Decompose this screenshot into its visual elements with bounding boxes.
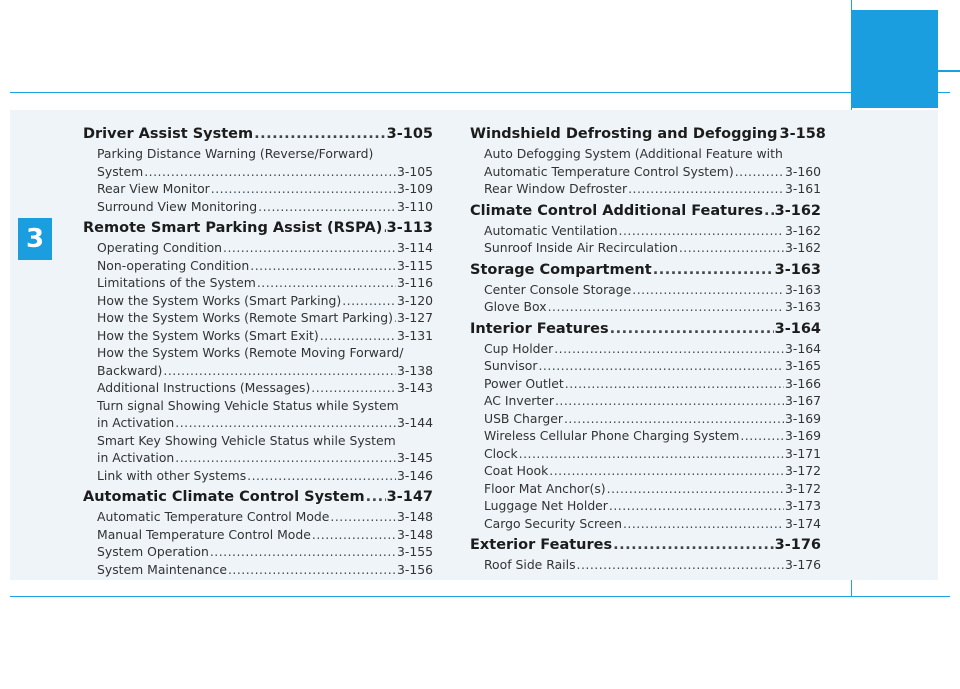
toc-page-number: 3-176 — [774, 537, 821, 553]
toc-entry[interactable] — [83, 379, 433, 397]
toc-entry[interactable] — [83, 163, 433, 181]
toc-page-number: 3-109 — [396, 181, 433, 196]
toc-page-number: 3-113 — [386, 220, 433, 236]
toc-entry-title: Climate Control Additional Features — [470, 202, 764, 219]
toc-entry-title: Automatic Temperature Control Mode — [97, 509, 330, 524]
dot-leader — [613, 534, 774, 556]
toc-entry-title: AC Inverter — [484, 393, 554, 408]
toc-entry[interactable] — [83, 467, 433, 485]
toc-entry-text: Auto Defogging System (Additional Feature with — [484, 146, 783, 161]
dot-leader — [228, 561, 396, 579]
toc-entry-title: Link with other Systems — [97, 467, 247, 483]
toc-entry-title: Automatic Temperature Control System) — [484, 163, 734, 179]
toc-entry-title: Windshield Defrosting and Defogging — [470, 126, 778, 142]
toc-page-number: 3-115 — [396, 257, 433, 273]
toc-heading[interactable] — [470, 259, 821, 281]
toc-page-number: 3-138 — [396, 362, 433, 378]
toc-entry-title: Cup Holder — [484, 340, 554, 356]
toc-entry-text: How the System Works (Remote Moving Forward/ — [97, 345, 404, 360]
toc-entry[interactable] — [470, 392, 821, 410]
toc-entry-title: System Maintenance — [97, 561, 227, 577]
toc-right-column — [470, 121, 826, 574]
toc-entry[interactable] — [470, 163, 821, 181]
toc-entry-title: Wireless Cellular Phone Charging System — [484, 428, 740, 443]
toc-page-number: 3-116 — [396, 275, 433, 290]
dot-leader — [610, 318, 774, 340]
dot-leader — [632, 281, 784, 299]
footer-rule — [10, 596, 950, 597]
toc-entry[interactable] — [470, 239, 821, 257]
toc-entry[interactable] — [470, 222, 821, 240]
toc-left-column — [83, 121, 433, 578]
toc-entry-text: Smart Key Showing Vehicle Status while System — [97, 432, 396, 448]
toc-entry-title: Roof Side Rails — [484, 557, 576, 572]
toc-entry-title: Coat Hook — [484, 463, 549, 478]
dot-leader — [607, 480, 784, 498]
toc-entry-title: Operating Condition — [97, 240, 223, 255]
toc-page-number: 3-176 — [784, 557, 821, 572]
toc-entry-title: Clock — [484, 445, 518, 461]
toc-entry[interactable] — [470, 556, 821, 574]
toc-entry-title: System — [97, 163, 144, 179]
toc-page-number: 3-145 — [396, 450, 433, 465]
toc-page-number: 3-164 — [774, 320, 821, 337]
dot-leader — [366, 486, 386, 508]
toc-page-number: 3-167 — [784, 393, 821, 408]
toc-entry[interactable] — [470, 180, 821, 198]
toc-page-number: 3-160 — [784, 163, 821, 179]
toc-page-number: 3-162 — [784, 240, 821, 255]
toc-entry-title: Luggage Net Holder — [484, 498, 608, 513]
dot-leader — [311, 379, 396, 397]
toc-entry[interactable] — [83, 180, 433, 198]
toc-entry-title: Storage Compartment — [470, 261, 652, 278]
toc-entry-title: How the System Works (Smart Exit) — [97, 327, 319, 343]
dot-leader — [342, 292, 396, 310]
toc-heading[interactable] — [470, 534, 821, 556]
toc-entry-text: Turn signal Showing Vehicle Status while System — [97, 397, 399, 413]
toc-heading[interactable] — [83, 217, 433, 239]
dot-leader — [254, 123, 386, 145]
toc-page-number: 3-146 — [396, 467, 433, 483]
header-rule — [10, 92, 950, 93]
toc-entry[interactable] — [83, 274, 433, 292]
toc-page-number: 3-171 — [784, 445, 821, 461]
dot-leader — [548, 298, 784, 316]
dot-leader — [144, 163, 396, 181]
toc-entry[interactable] — [83, 198, 433, 216]
toc-page-number: 3-165 — [784, 358, 821, 373]
toc-page-number: 3-163 — [784, 299, 821, 314]
toc-entry-title: in Activation — [97, 415, 175, 430]
toc-entry-title: Floor Mat Anchor(s) — [484, 480, 606, 496]
toc-page-number: 3-158 — [779, 126, 826, 142]
toc-page-number: 3-127 — [396, 310, 433, 325]
toc-entry[interactable] — [470, 410, 821, 428]
toc-entry-title: Rear View Monitor — [97, 181, 210, 196]
toc-page-number: 3-131 — [396, 327, 433, 343]
toc-page-number: 3-144 — [396, 415, 433, 430]
toc-page-number: 3-164 — [784, 340, 821, 356]
toc-entry-title: in Activation — [97, 450, 175, 465]
toc-entry-title: Additional Instructions (Messages) — [97, 380, 311, 395]
toc-entry-title: Power Outlet — [484, 375, 564, 391]
toc-heading[interactable] — [83, 486, 433, 508]
dot-leader — [320, 327, 396, 345]
toc-entry-title: Automatic Ventilation — [484, 222, 618, 238]
toc-entry-title: Center Console Storage — [484, 281, 632, 297]
toc-entry-title: Remote Smart Parking Assist (RSPA) — [83, 220, 383, 236]
dot-leader — [564, 410, 784, 428]
toc-page-number: 3-147 — [386, 489, 433, 505]
toc-entry[interactable] — [83, 508, 433, 526]
toc-page-number: 3-110 — [396, 198, 433, 214]
toc-entry[interactable] — [470, 462, 821, 480]
toc-page-number: 3-162 — [784, 222, 821, 238]
toc-page-number: 3-169 — [784, 410, 821, 426]
toc-entry-title: How the System Works (Remote Smart Parking) — [97, 310, 393, 325]
dot-leader — [623, 515, 784, 533]
toc-entry-title: Automatic Climate Control System — [83, 489, 365, 505]
toc-entry[interactable] — [83, 309, 433, 327]
toc-page-number: 3-105 — [396, 163, 433, 179]
toc-entry[interactable] — [470, 480, 821, 498]
chapter-tab-rule — [938, 70, 960, 72]
dot-leader — [679, 239, 784, 257]
dot-leader — [258, 198, 396, 216]
toc-heading[interactable] — [83, 123, 433, 145]
toc-page-number: 3-163 — [774, 261, 821, 278]
toc-entry-title: System Operation — [97, 544, 209, 559]
toc-heading[interactable] — [470, 318, 821, 340]
toc-heading[interactable] — [470, 123, 826, 145]
toc-page-number: 3-172 — [784, 463, 821, 478]
toc-entry[interactable] — [470, 281, 821, 299]
dot-leader — [764, 200, 774, 222]
toc-entry-text: Parking Distance Warning (Reverse/Forward) — [97, 146, 374, 161]
toc-page-number: 3-172 — [784, 480, 821, 496]
toc-entry[interactable] — [83, 239, 433, 257]
toc-entry-title: Sunvisor — [484, 358, 538, 373]
toc-entry[interactable] — [470, 427, 821, 445]
toc-page-number: 3-155 — [396, 544, 433, 559]
toc-entry[interactable] — [470, 515, 821, 533]
toc-page-number: 3-173 — [784, 498, 821, 513]
toc-entry-title: Non-operating Condition — [97, 257, 250, 273]
toc-page-number: 3-105 — [386, 126, 433, 142]
toc-entry[interactable] — [83, 362, 433, 380]
chapter-tab — [851, 10, 938, 108]
dot-leader — [555, 392, 784, 410]
dot-leader — [740, 427, 784, 445]
toc-page-number: 3-161 — [784, 181, 821, 196]
toc-page-number: 3-166 — [784, 375, 821, 391]
dot-leader — [330, 508, 396, 526]
dot-leader — [210, 543, 396, 561]
dot-leader — [247, 467, 396, 485]
toc-entry[interactable] — [470, 445, 821, 463]
toc-entry[interactable] — [470, 298, 821, 316]
toc-page-number: 3-143 — [396, 380, 433, 395]
dot-leader — [577, 556, 784, 574]
toc-entry-title: Rear Window Defroster — [484, 181, 628, 196]
dot-leader — [312, 526, 396, 544]
chapter-number-badge: 3 — [18, 218, 52, 260]
toc-heading[interactable] — [470, 200, 821, 222]
toc-entry-title: Surround View Monitoring — [97, 198, 258, 214]
dot-leader — [609, 497, 784, 515]
toc-entry-title: Interior Features — [470, 320, 609, 337]
toc-page-number: 3-148 — [396, 509, 433, 524]
dot-leader — [257, 274, 396, 292]
toc-entry[interactable] — [83, 449, 433, 467]
dot-leader — [549, 462, 784, 480]
toc-entry[interactable] — [470, 357, 821, 375]
dot-leader — [383, 217, 385, 239]
toc-entry-title: Driver Assist System — [83, 126, 254, 142]
toc-page-number: 3-148 — [396, 526, 433, 542]
toc-entry[interactable] — [83, 292, 433, 310]
dot-leader — [619, 222, 784, 240]
dot-leader — [175, 414, 396, 432]
dot-leader — [223, 239, 396, 257]
toc-page-number: 3-174 — [784, 515, 821, 531]
toc-entry-title: Manual Temperature Control Mode — [97, 526, 311, 542]
toc-entry-title: Sunroof Inside Air Recirculation — [484, 240, 678, 255]
toc-entry[interactable] — [470, 340, 821, 358]
dot-leader — [628, 180, 784, 198]
toc-entry-title: Exterior Features — [470, 537, 613, 553]
toc-entry-title: How the System Works (Smart Parking) — [97, 292, 342, 308]
toc-entry[interactable] — [83, 543, 433, 561]
dot-leader — [163, 362, 396, 380]
toc-entry[interactable] — [470, 497, 821, 515]
toc-entry[interactable] — [83, 257, 433, 275]
dot-leader — [175, 449, 396, 467]
toc-entry-title: USB Charger — [484, 410, 563, 426]
toc-page-number: 3-120 — [396, 292, 433, 308]
toc-entry[interactable] — [83, 526, 433, 544]
toc-entry-title: Limitations of the System — [97, 275, 256, 290]
toc-entry-title: Cargo Security Screen — [484, 515, 622, 531]
toc-page-number: 3-163 — [784, 281, 821, 297]
dot-leader — [519, 445, 784, 463]
toc-entry-title: Backward) — [97, 362, 163, 378]
toc-entry[interactable] — [470, 375, 821, 393]
toc-page-number: 3-162 — [774, 202, 821, 219]
toc-page-number: 3-169 — [784, 428, 821, 443]
toc-entry-title: Glove Box — [484, 299, 547, 314]
toc-entry[interactable] — [83, 327, 433, 345]
toc-page-number: 3-156 — [396, 561, 433, 577]
dot-leader — [554, 340, 784, 358]
dot-leader — [538, 357, 784, 375]
dot-leader — [565, 375, 784, 393]
dot-leader — [394, 309, 396, 327]
dot-leader — [735, 163, 784, 181]
dot-leader — [653, 259, 774, 281]
dot-leader — [250, 257, 396, 275]
toc-page-number: 3-114 — [396, 240, 433, 255]
dot-leader — [211, 180, 396, 198]
toc-entry[interactable] — [83, 414, 433, 432]
toc-entry[interactable] — [83, 561, 433, 579]
